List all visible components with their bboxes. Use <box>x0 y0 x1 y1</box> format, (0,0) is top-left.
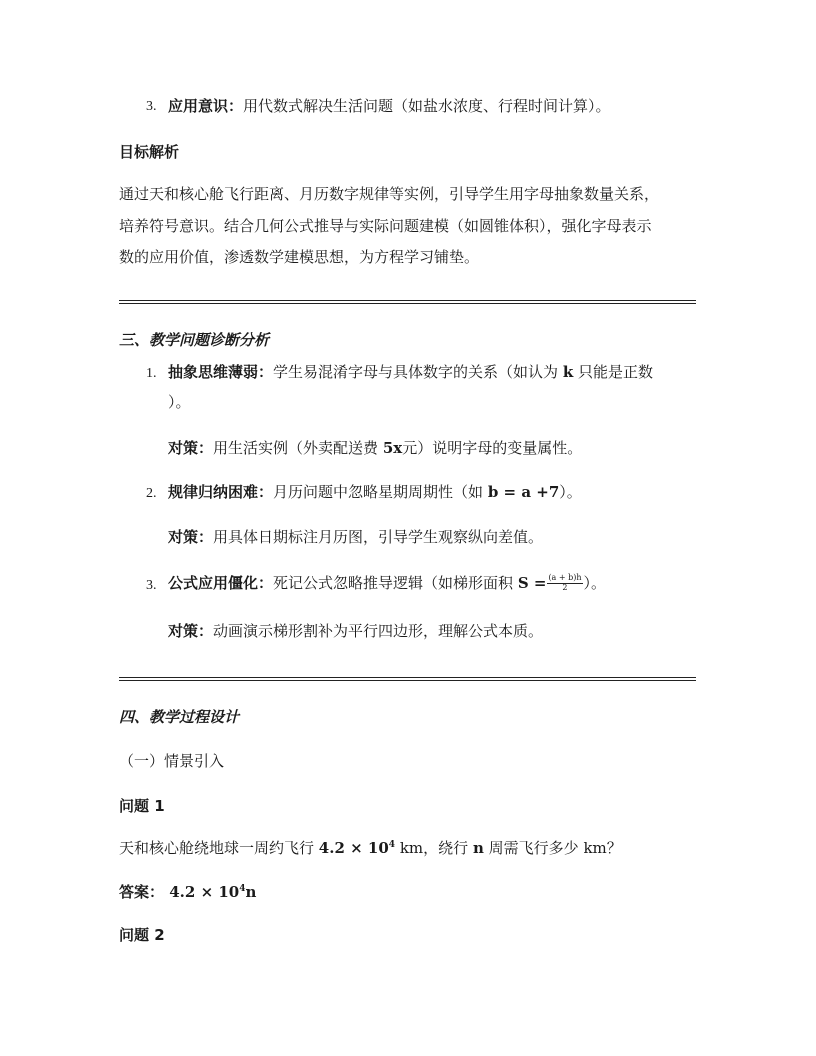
list-item-text: 月历问题中忽略星期周期性（如 <box>273 483 484 501</box>
problem-text-part: ，绕行 <box>423 839 469 857</box>
math-expression <box>169 883 256 901</box>
strategy-label: 对策： <box>168 622 214 640</box>
strategy-line <box>168 528 543 546</box>
strategy-label: 对策： <box>168 528 214 546</box>
list-item-text: 死记公式忽略推导逻辑（如梯形面积 <box>273 574 514 592</box>
math-base: 4.2 × 10 <box>169 883 240 901</box>
math-exponent: 4 <box>239 884 246 894</box>
math-expression: b = a +7 <box>487 483 560 501</box>
paragraph-line: 通过天和核心舱飞行距离、月历数字规律等实例，引导学生用字母抽象数量关系， <box>119 185 660 203</box>
list-item-text: 只能是正数 <box>578 363 654 381</box>
list-item-text: ）。 <box>583 574 607 592</box>
math-variable: k <box>562 363 574 381</box>
list-number: 1. <box>146 366 157 381</box>
strategy-line <box>168 622 543 640</box>
math-variable: n <box>245 883 257 901</box>
section-title: 三、教学问题诊断分析 <box>119 331 270 349</box>
list-item-text: ）。 <box>559 483 582 501</box>
math-expression: 5x <box>382 439 403 457</box>
problem-heading: 问题 1 <box>119 797 165 815</box>
section-divider <box>119 677 696 681</box>
list-item-label: 应用意识： <box>168 97 244 115</box>
unit: km <box>583 839 607 857</box>
section-divider <box>119 300 696 304</box>
list-item-continuation: ）。 <box>168 393 191 411</box>
unit: km <box>399 839 424 857</box>
list-number: 3. <box>146 578 157 593</box>
math-variable: n <box>472 839 484 857</box>
strategy-text: 动画演示梯形割补为平行四边形，理解公式本质。 <box>213 622 544 640</box>
fraction-denominator: 2 <box>562 583 568 592</box>
answer-label: 答案： <box>119 883 165 901</box>
fraction-numerator: (a + b)h <box>548 573 582 583</box>
goal-heading: 目标解析 <box>119 143 180 161</box>
list-number: 3. <box>146 99 157 114</box>
strategy-text: 元）说明字母的变量属性。 <box>402 439 583 457</box>
list-item-label: 抽象思维薄弱： <box>168 363 274 381</box>
strategy-text: 用生活实例（外卖配送费 <box>213 439 379 457</box>
list-item <box>168 97 611 115</box>
list-item <box>168 363 653 381</box>
list-item <box>168 483 582 501</box>
answer-line <box>119 883 256 901</box>
strategy-line <box>168 439 582 457</box>
problem-heading: 问题 2 <box>119 926 165 944</box>
list-number: 2. <box>146 486 157 501</box>
math-base: 4.2 × 10 <box>318 839 389 857</box>
math-fraction <box>547 574 582 593</box>
subsection-title: （一）情景引入 <box>119 752 225 770</box>
section-title: 四、教学过程设计 <box>119 708 240 726</box>
problem-text-part: 天和核心舱绕地球一周约飞行 <box>119 839 315 857</box>
math-expression: S = <box>517 574 547 592</box>
math-expression <box>319 839 395 857</box>
list-item-label: 规律归纳困难： <box>168 483 274 501</box>
list-item-label: 公式应用僵化： <box>168 574 274 592</box>
problem-text-part: ？ <box>606 839 622 857</box>
strategy-label: 对策： <box>168 439 214 457</box>
list-item-text: 学生易混淆字母与具体数字的关系（如认为 <box>273 363 559 381</box>
math-exponent: 4 <box>388 840 396 850</box>
paragraph-line: 培养符号意识。结合几何公式推导与实际问题建模（如圆锥体积），强化字母表示 <box>119 217 652 235</box>
problem-text-part: 周需飞行多少 <box>488 839 579 857</box>
problem-text <box>119 839 622 857</box>
paragraph-line: 数的应用价值，渗透数学建模思想，为方程学习铺垫。 <box>119 248 480 266</box>
list-item <box>168 574 606 593</box>
strategy-text: 用具体日期标注月历图，引导学生观察纵向差值。 <box>213 528 544 546</box>
list-item-text: 用代数式解决生活问题（如盐水浓度、行程时间计算）。 <box>243 97 611 115</box>
